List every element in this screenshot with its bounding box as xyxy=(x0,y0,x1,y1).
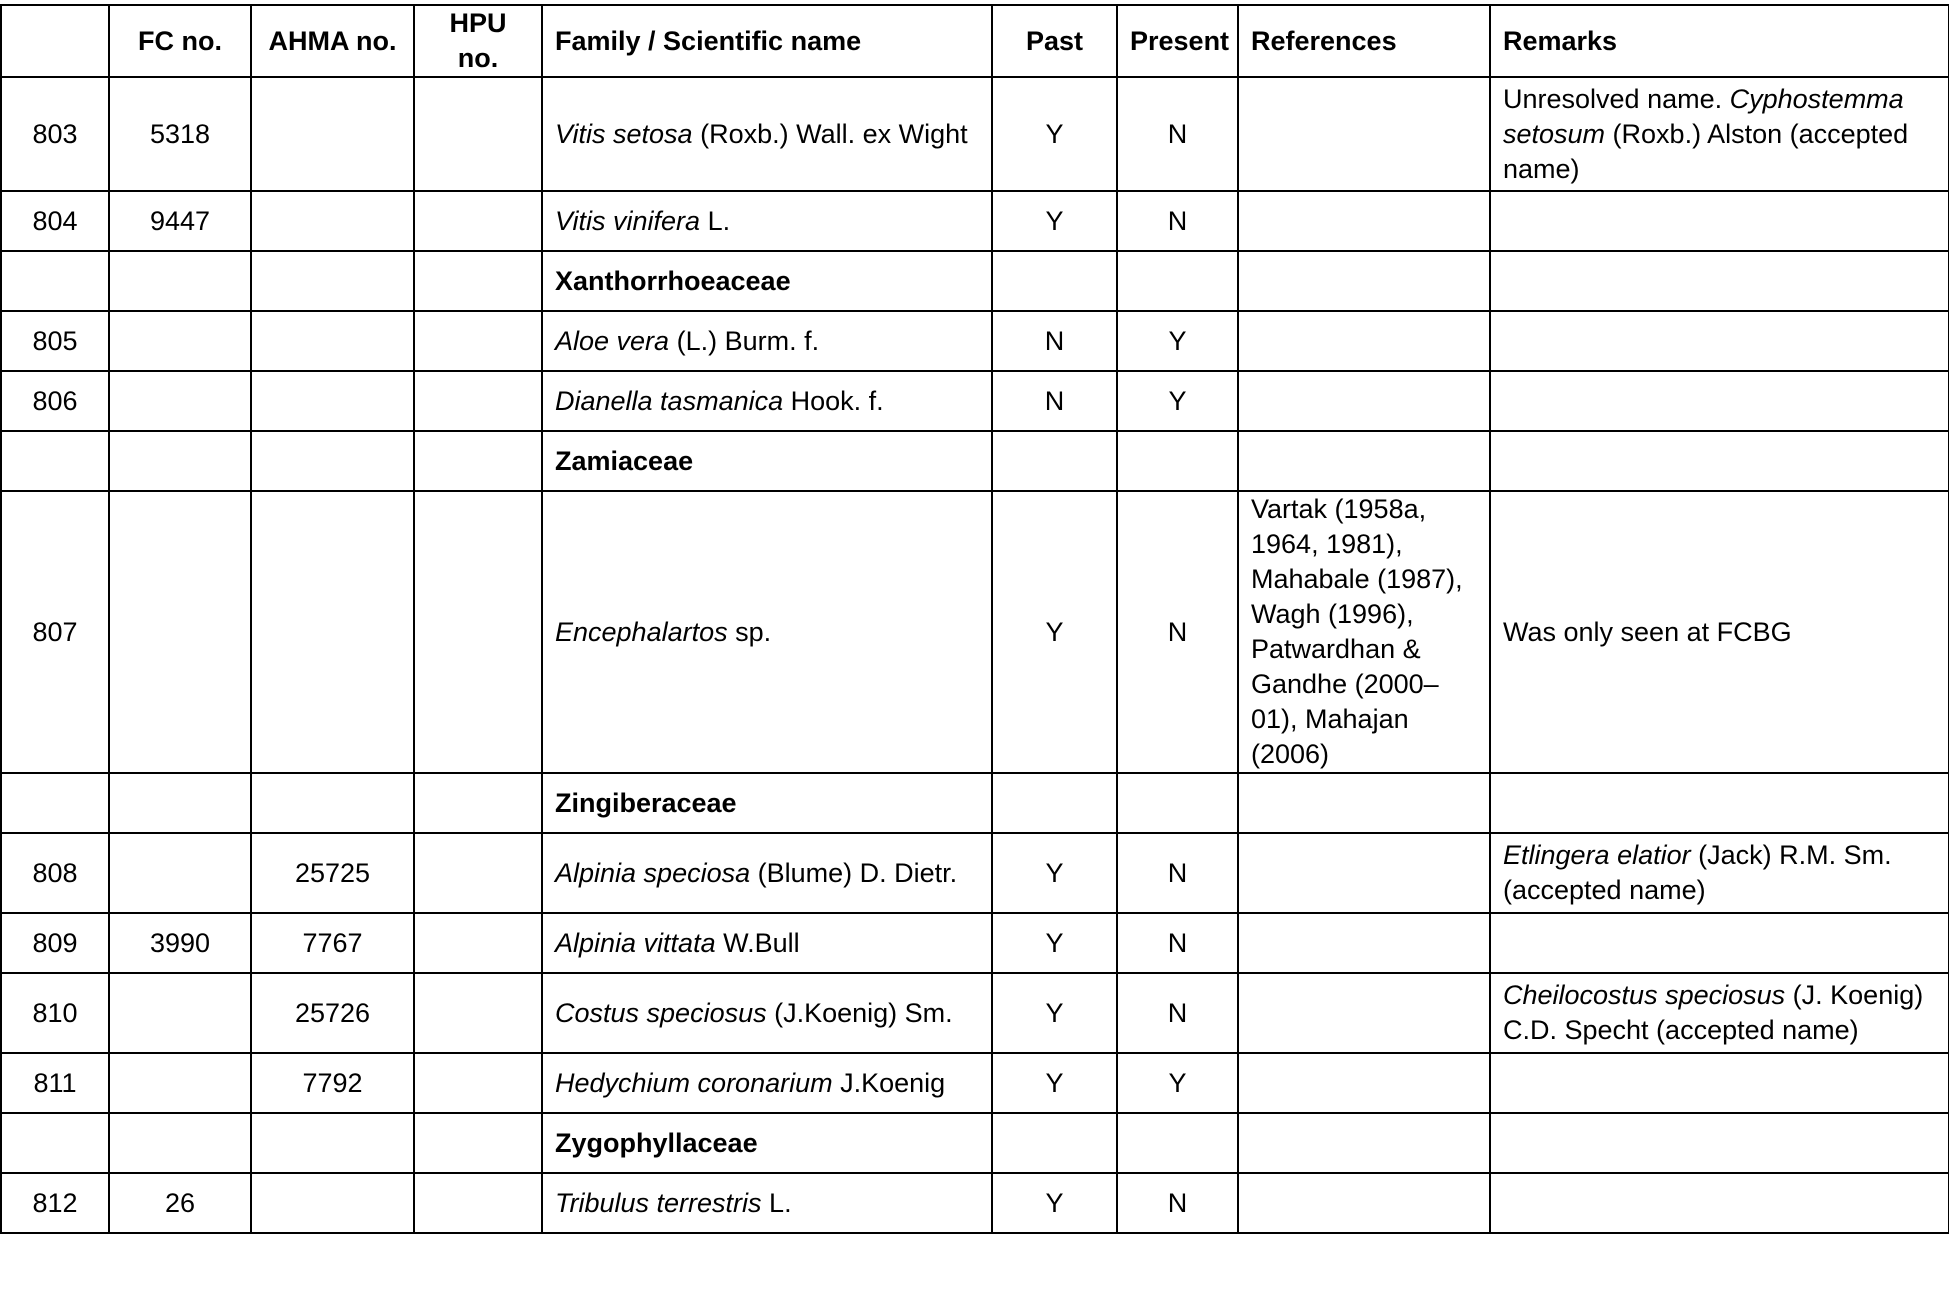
row-number: 805 xyxy=(1,311,109,371)
header-ahma-no: AHMA no. xyxy=(251,5,414,77)
row-number: 807 xyxy=(1,491,109,773)
present-flag: Y xyxy=(1117,1053,1238,1113)
present-flag: N xyxy=(1117,973,1238,1053)
table-row xyxy=(1,491,1949,773)
remarks xyxy=(1490,1053,1949,1113)
species-name: Vitis vinifera xyxy=(555,205,701,236)
references xyxy=(1238,77,1490,191)
fc-number xyxy=(109,311,251,371)
scientific-name xyxy=(542,1173,992,1233)
ahma-number: 25726 xyxy=(251,973,414,1053)
remarks-authority: (Roxb.) Alston (accepted name) xyxy=(1503,118,1909,184)
remarks xyxy=(1490,833,1949,913)
table-row xyxy=(1,973,1949,1053)
scientific-name xyxy=(542,913,992,973)
species-authority: L. xyxy=(761,1187,792,1218)
remarks-authority: (J. Koenig) C.D. Specht (accepted name) xyxy=(1503,980,1924,1045)
scientific-name xyxy=(542,191,992,251)
ahma-number xyxy=(251,1173,414,1233)
species-authority: (J.Koenig) Sm. xyxy=(766,997,953,1028)
species-name: Aloe vera xyxy=(555,325,670,356)
fc-number xyxy=(109,1053,251,1113)
remarks xyxy=(1490,913,1949,973)
present-flag: N xyxy=(1117,1173,1238,1233)
ahma-number: 25725 xyxy=(251,833,414,913)
fc-number xyxy=(109,833,251,913)
remarks xyxy=(1490,371,1949,431)
table-row xyxy=(1,913,1949,973)
hpu-number xyxy=(414,77,542,191)
scientific-name xyxy=(542,833,992,913)
ahma-number xyxy=(251,371,414,431)
species-name: Alpinia vittata xyxy=(555,927,716,958)
remarks xyxy=(1490,973,1949,1053)
remarks-accepted-name: Etlingera elatior xyxy=(1503,840,1691,870)
header-fc-no: FC no. xyxy=(109,5,251,77)
ahma-number xyxy=(251,191,414,251)
past-flag: Y xyxy=(992,913,1117,973)
remarks-accepted-name: Cheilocostus speciosus xyxy=(1503,980,1786,1010)
header-remarks: Remarks xyxy=(1490,5,1949,77)
fc-number: 3990 xyxy=(109,913,251,973)
fc-number xyxy=(109,371,251,431)
fc-number: 26 xyxy=(109,1173,251,1233)
species-authority: (Blume) D. Dietr. xyxy=(750,857,958,888)
family-name: Zingiberaceae xyxy=(542,773,992,833)
fc-number xyxy=(109,491,251,773)
species-authority: Hook. f. xyxy=(783,385,884,416)
species-table xyxy=(0,4,1949,1234)
species-name: Costus speciosus xyxy=(555,997,767,1028)
row-number: 808 xyxy=(1,833,109,913)
family-row xyxy=(1,431,1949,491)
scientific-name xyxy=(542,311,992,371)
species-name: Alpinia speciosa xyxy=(555,857,751,888)
header-row xyxy=(1,5,1949,77)
ahma-number: 7767 xyxy=(251,913,414,973)
header-scientific-name: Family / Scientific name xyxy=(542,5,992,77)
past-flag: Y xyxy=(992,1053,1117,1113)
past-flag: Y xyxy=(992,833,1117,913)
past-flag: Y xyxy=(992,1173,1117,1233)
remarks xyxy=(1490,311,1949,371)
header-references: References xyxy=(1238,5,1490,77)
references: Vartak (1958a, 1964, 1981), Mahabale (1987), Wagh (1996), Patwardhan & Gandhe (2000–01), Mahajan (2006) xyxy=(1238,491,1490,773)
species-authority: (L.) Burm. f. xyxy=(669,325,820,356)
family-name: Xanthorrhoeaceae xyxy=(542,251,992,311)
past-flag: Y xyxy=(992,973,1117,1053)
ahma-number xyxy=(251,311,414,371)
references xyxy=(1238,1053,1490,1113)
table-row xyxy=(1,371,1949,431)
scientific-name xyxy=(542,77,992,191)
past-flag: Y xyxy=(992,77,1117,191)
family-row xyxy=(1,251,1949,311)
scientific-name xyxy=(542,1053,992,1113)
past-flag: N xyxy=(992,311,1117,371)
references xyxy=(1238,973,1490,1053)
past-flag: Y xyxy=(992,491,1117,773)
scientific-name xyxy=(542,491,992,773)
references xyxy=(1238,371,1490,431)
species-authority: L. xyxy=(700,205,731,236)
references xyxy=(1238,311,1490,371)
hpu-number xyxy=(414,1173,542,1233)
hpu-number xyxy=(414,973,542,1053)
hpu-number xyxy=(414,311,542,371)
species-authority: (Roxb.) Wall. ex Wight xyxy=(692,118,968,149)
hpu-number xyxy=(414,833,542,913)
fc-number xyxy=(109,973,251,1053)
header-number xyxy=(1,5,109,77)
present-flag: N xyxy=(1117,77,1238,191)
references xyxy=(1238,1173,1490,1233)
table-row xyxy=(1,1173,1949,1233)
present-flag: N xyxy=(1117,833,1238,913)
family-row xyxy=(1,773,1949,833)
row-number: 803 xyxy=(1,77,109,191)
species-name: Hedychium coronarium xyxy=(555,1067,833,1098)
species-name: Tribulus terrestris xyxy=(555,1187,762,1218)
past-flag: N xyxy=(992,371,1117,431)
ahma-number: 7792 xyxy=(251,1053,414,1113)
remarks xyxy=(1490,191,1949,251)
family-name: Zamiaceae xyxy=(542,431,992,491)
hpu-number xyxy=(414,491,542,773)
remarks xyxy=(1490,1173,1949,1233)
scientific-name xyxy=(542,371,992,431)
table-row xyxy=(1,833,1949,913)
family-row xyxy=(1,1113,1949,1173)
scientific-name xyxy=(542,973,992,1053)
references xyxy=(1238,913,1490,973)
present-flag: N xyxy=(1117,913,1238,973)
ahma-number xyxy=(251,77,414,191)
species-name: Dianella tasmanica xyxy=(555,385,784,416)
references xyxy=(1238,833,1490,913)
hpu-number xyxy=(414,913,542,973)
hpu-number xyxy=(414,191,542,251)
header-hpu-no: HPU no. xyxy=(414,5,542,77)
row-number: 804 xyxy=(1,191,109,251)
row-number: 810 xyxy=(1,973,109,1053)
header-past: Past xyxy=(992,5,1117,77)
present-flag: Y xyxy=(1117,311,1238,371)
ahma-number xyxy=(251,491,414,773)
table-row xyxy=(1,311,1949,371)
remarks-authority: (Jack) R.M. Sm. (accepted name) xyxy=(1503,840,1892,905)
table-row xyxy=(1,191,1949,251)
present-flag: Y xyxy=(1117,371,1238,431)
row-number: 812 xyxy=(1,1173,109,1233)
row-number: 806 xyxy=(1,371,109,431)
hpu-number xyxy=(414,1053,542,1113)
table-row xyxy=(1,1053,1949,1113)
present-flag: N xyxy=(1117,191,1238,251)
species-authority: sp. xyxy=(727,616,772,647)
row-number: 811 xyxy=(1,1053,109,1113)
species-name: Vitis setosa xyxy=(555,118,693,149)
remarks xyxy=(1490,491,1949,773)
fc-number: 9447 xyxy=(109,191,251,251)
table-row xyxy=(1,77,1949,191)
references xyxy=(1238,191,1490,251)
family-name: Zygophyllaceae xyxy=(542,1113,992,1173)
past-flag: Y xyxy=(992,191,1117,251)
present-flag: N xyxy=(1117,491,1238,773)
fc-number: 5318 xyxy=(109,77,251,191)
header-present: Present xyxy=(1117,5,1238,77)
species-authority: J.Koenig xyxy=(832,1067,946,1098)
remarks-text: Was only seen at FCBG xyxy=(1503,616,1792,647)
species-authority: W.Bull xyxy=(715,927,800,958)
hpu-number xyxy=(414,371,542,431)
remarks-text: Unresolved name. xyxy=(1503,83,1730,114)
row-number: 809 xyxy=(1,913,109,973)
species-name: Encephalartos xyxy=(555,616,728,647)
remarks-accepted-name: Cyphostemma setosum xyxy=(1503,83,1904,149)
remarks xyxy=(1490,77,1949,191)
